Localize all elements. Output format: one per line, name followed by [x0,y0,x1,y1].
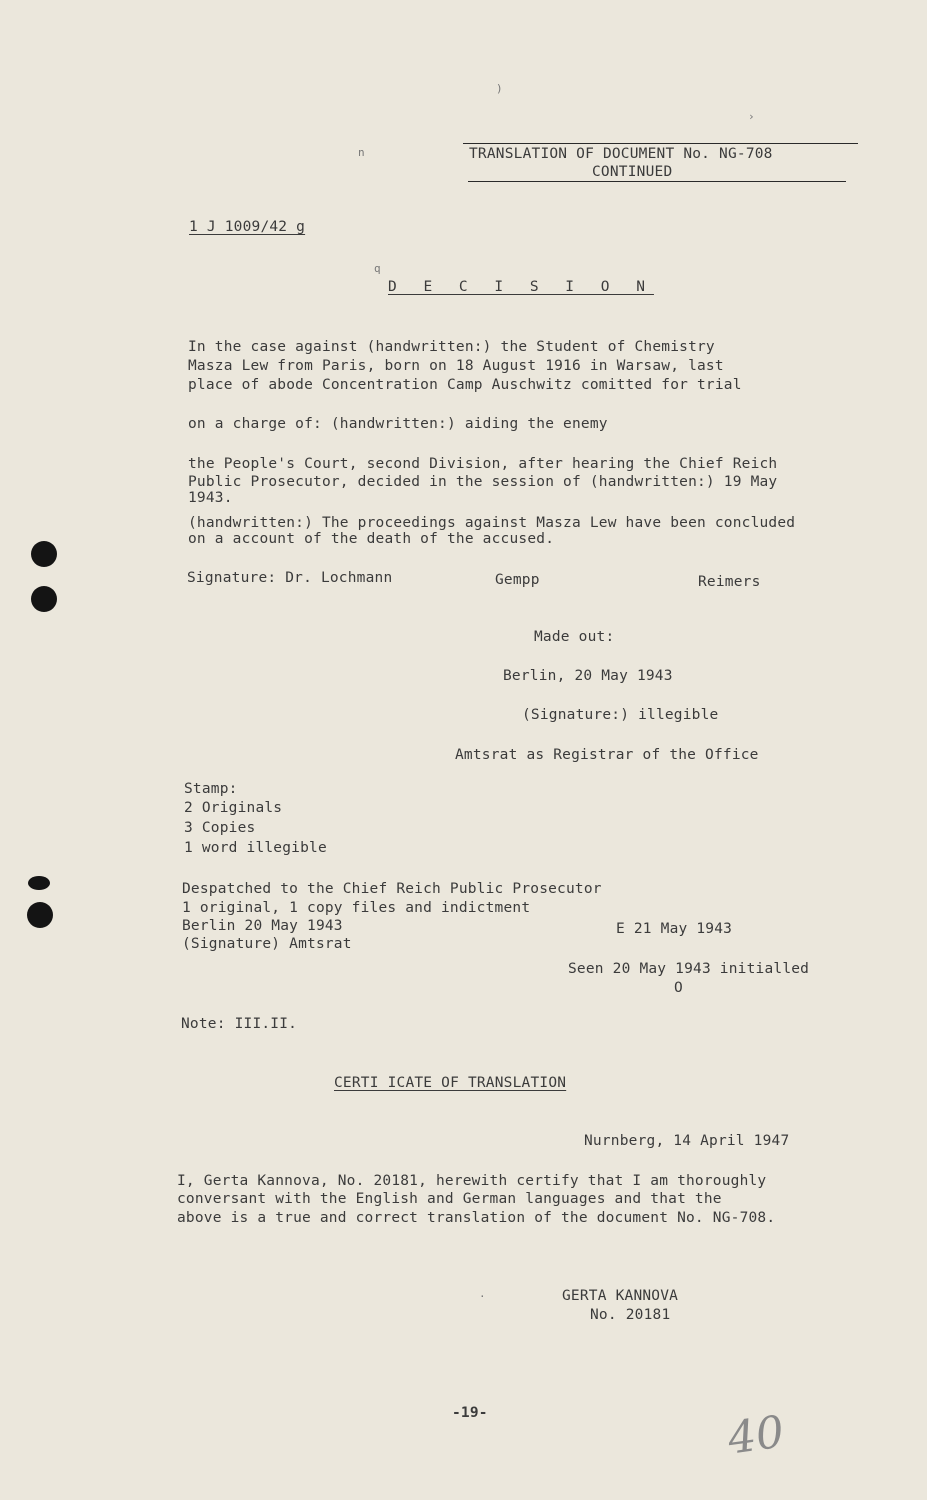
court-line: on a account of the death of the accused. [188,531,555,547]
charge-line: on a charge of: (handwritten:) aiding the enemy [188,416,608,432]
court-line: the People's Court, second Division, after hearing the Chief Reich [188,456,778,472]
header-top-rule [463,143,858,144]
received-date: E 21 May 1943 [616,921,733,937]
certificate-place-date: Nurnberg, 14 April 1947 [584,1133,790,1149]
stray-mark: n [358,146,365,159]
note-line: Note: III.II. [181,1016,298,1032]
court-line: (handwritten:) The proceedings against Masza Lew have been concluded [188,515,796,531]
signature-label: Signature: Dr. Lochmann [187,570,393,586]
made-out-place-date: Berlin, 20 May 1943 [503,668,673,684]
dispatch-line: Berlin 20 May 1943 [182,918,343,934]
seen-mark: O [674,980,683,996]
stamp-line: 1 word illegible [184,840,327,856]
certificate-heading: CERTI ICATE OF TRANSLATION [334,1075,567,1091]
case-line: Masza Lew from Paris, born on 18 August 1916 in Warsaw, last [188,358,724,374]
file-reference: 1 J 1009/42 g [189,219,306,235]
stray-mark: › [748,110,755,123]
header-bottom-rule [468,181,846,182]
made-out-label: Made out: [534,629,615,645]
punch-hole [31,541,57,567]
seen-initialled: Seen 20 May 1943 initialled [568,961,810,977]
translator-number: No. 20181 [590,1307,671,1323]
stamp-line: 2 Originals [184,800,283,816]
handwritten-page-number: 40 [724,1406,788,1465]
decision-heading: D E C I S I O N [388,279,654,295]
court-line: 1943. [188,490,233,506]
made-out-role: Amtsrat as Registrar of the Office [455,747,759,763]
dispatch-line: (Signature) Amtsrat [182,936,352,952]
document-subtitle: CONTINUED [592,164,673,180]
dispatch-line: 1 original, 1 copy files and indictment [182,900,531,916]
punch-hole [27,902,53,928]
signer-gempp: Gempp [495,572,540,588]
stray-mark: q [374,262,381,275]
stamp-line: 3 Copies [184,820,256,836]
translator-name: GERTA KANNOVA [562,1288,679,1304]
stray-mark: · [479,1290,486,1303]
punch-hole [28,876,50,890]
certificate-line: conversant with the English and German languages and that the [177,1191,722,1207]
stamp-line: Stamp: [184,781,238,797]
case-line: In the case against (handwritten:) the Student of Chemistry [188,339,715,355]
certificate-line: I, Gerta Kannova, No. 20181, herewith certify that I am thoroughly [177,1173,767,1189]
stray-mark: ) [496,82,503,95]
court-line: Public Prosecutor, decided in the session of (handwritten:) 19 May [188,474,778,490]
certificate-line: above is a true and correct translation of the document No. NG-708. [177,1210,776,1226]
dispatch-line: Despatched to the Chief Reich Public Prosecutor [182,881,602,897]
page-number: -19- [452,1405,488,1421]
signer-reimers: Reimers [698,574,761,590]
made-out-signature: (Signature:) illegible [522,707,719,723]
document-title: TRANSLATION OF DOCUMENT No. NG-708 [469,146,773,162]
punch-hole [31,586,57,612]
case-line: place of abode Concentration Camp Auschwitz comitted for trial [188,377,742,393]
